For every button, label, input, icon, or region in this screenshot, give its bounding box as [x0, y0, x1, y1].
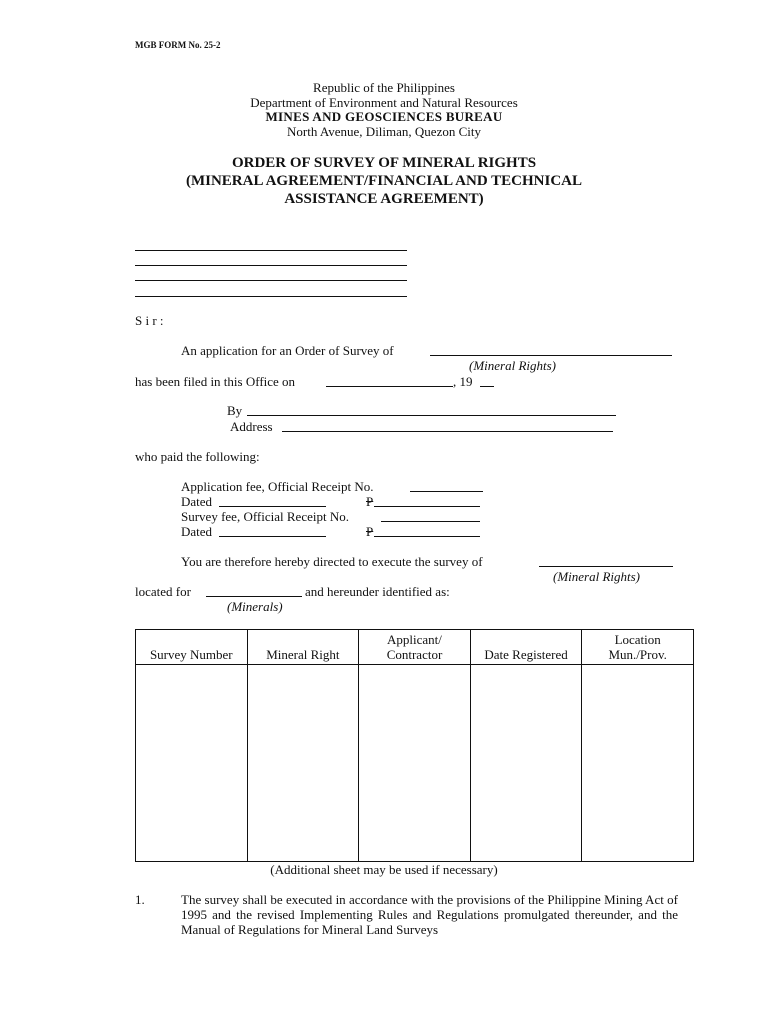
cell-survey-number[interactable]: [136, 665, 248, 862]
header-department: Department of Environment and Natural Resources: [250, 95, 518, 110]
app-fee-label: Application fee, Official Receipt No.: [181, 479, 374, 494]
col-header-applicant: [359, 630, 471, 665]
mineral-rights-field[interactable]: [430, 355, 672, 356]
dated-label-2: Dated: [181, 524, 213, 539]
address-field[interactable]: [282, 431, 613, 432]
mineral-rights-caption: (Mineral Rights): [469, 358, 557, 373]
addressee-line-2[interactable]: [135, 265, 407, 266]
survey-fee-label: Survey fee, Official Receipt No.: [181, 509, 349, 524]
survey-table: [135, 629, 694, 862]
cell-location[interactable]: [582, 665, 694, 862]
col-header-label: Contractor: [386, 647, 443, 662]
paid-text: who paid the following:: [135, 449, 260, 464]
header-republic: Republic of the Philippines: [313, 80, 455, 95]
minerals-caption: (Minerals): [227, 599, 283, 614]
col-header-location: [582, 630, 694, 665]
by-field[interactable]: [247, 415, 616, 416]
mineral-rights-caption-2: (Mineral Rights): [553, 569, 641, 584]
col-header-date-registered: [470, 630, 582, 665]
cell-applicant[interactable]: [359, 665, 471, 862]
cell-mineral-right[interactable]: [247, 665, 359, 862]
located-minerals-field[interactable]: [206, 596, 302, 597]
form-code: MGB FORM No. 25-2: [135, 40, 221, 50]
col-header-label: Date Registered: [484, 647, 568, 662]
survey-fee-receipt-field[interactable]: [381, 521, 480, 522]
form-title-line2: (MINERAL AGREEMENT/FINANCIAL AND TECHNICAL: [185, 173, 583, 189]
addressee-line-4[interactable]: [135, 296, 407, 297]
filed-text: has been filed in this Office on: [135, 374, 296, 389]
located-text: located for: [135, 584, 191, 599]
peso-symbol-1: P: [366, 494, 374, 509]
col-header-mineral-right: [247, 630, 359, 665]
table-note: (Additional sheet may be used if necessary): [270, 862, 498, 877]
form-title-line1: ORDER OF SURVEY OF MINERAL RIGHTS: [231, 155, 537, 171]
survey-fee-amount-field[interactable]: [374, 536, 480, 537]
directed-text: You are therefore hereby directed to execute the survey of: [181, 554, 483, 569]
col-header-survey-number: [136, 630, 248, 665]
item-text: The survey shall be executed in accordance with the provisions of the Philippine Mining Act of 1995 and the revised Implementing Rules and Regulations promulgated thereunder, and the Manual of Regulations for Mineral Land Surveys: [181, 892, 678, 937]
survey-fee-date-field[interactable]: [219, 536, 326, 537]
by-label: By: [227, 403, 243, 418]
salutation: S i r :: [135, 313, 164, 328]
peso-symbol-2: P: [366, 524, 374, 539]
address-label: Address: [230, 419, 273, 434]
header-address: North Avenue, Diliman, Quezon City: [286, 124, 481, 139]
filed-date-field[interactable]: [326, 386, 453, 387]
col-header-label-top: Location: [614, 632, 661, 647]
table-row: [136, 665, 694, 862]
app-fee-date-field[interactable]: [219, 506, 326, 507]
app-fee-receipt-field[interactable]: [410, 491, 483, 492]
located-suffix: and hereunder identified as:: [305, 584, 450, 599]
header-bureau: MINES AND GEOSCIENCES BUREAU: [265, 109, 503, 124]
survey-mineral-rights-field[interactable]: [539, 566, 673, 567]
addressee-line-3[interactable]: [135, 280, 407, 281]
col-header-label: Survey Number: [149, 647, 233, 662]
addressee-line-1[interactable]: [135, 250, 407, 251]
cell-date-registered[interactable]: [470, 665, 582, 862]
dated-label-1: Dated: [181, 494, 213, 509]
col-header-label-top: Applicant/: [387, 632, 442, 647]
filed-year-label: , 19: [453, 374, 473, 389]
app-fee-amount-field[interactable]: [374, 506, 480, 507]
application-text: An application for an Order of Survey of: [181, 343, 394, 358]
filed-year-field[interactable]: [480, 386, 494, 387]
col-header-label: Mun./Prov.: [608, 647, 667, 662]
col-header-label: Mineral Right: [266, 647, 340, 662]
form-title-line3: ASSISTANCE AGREEMENT): [284, 191, 484, 207]
item-number: 1.: [135, 892, 145, 907]
